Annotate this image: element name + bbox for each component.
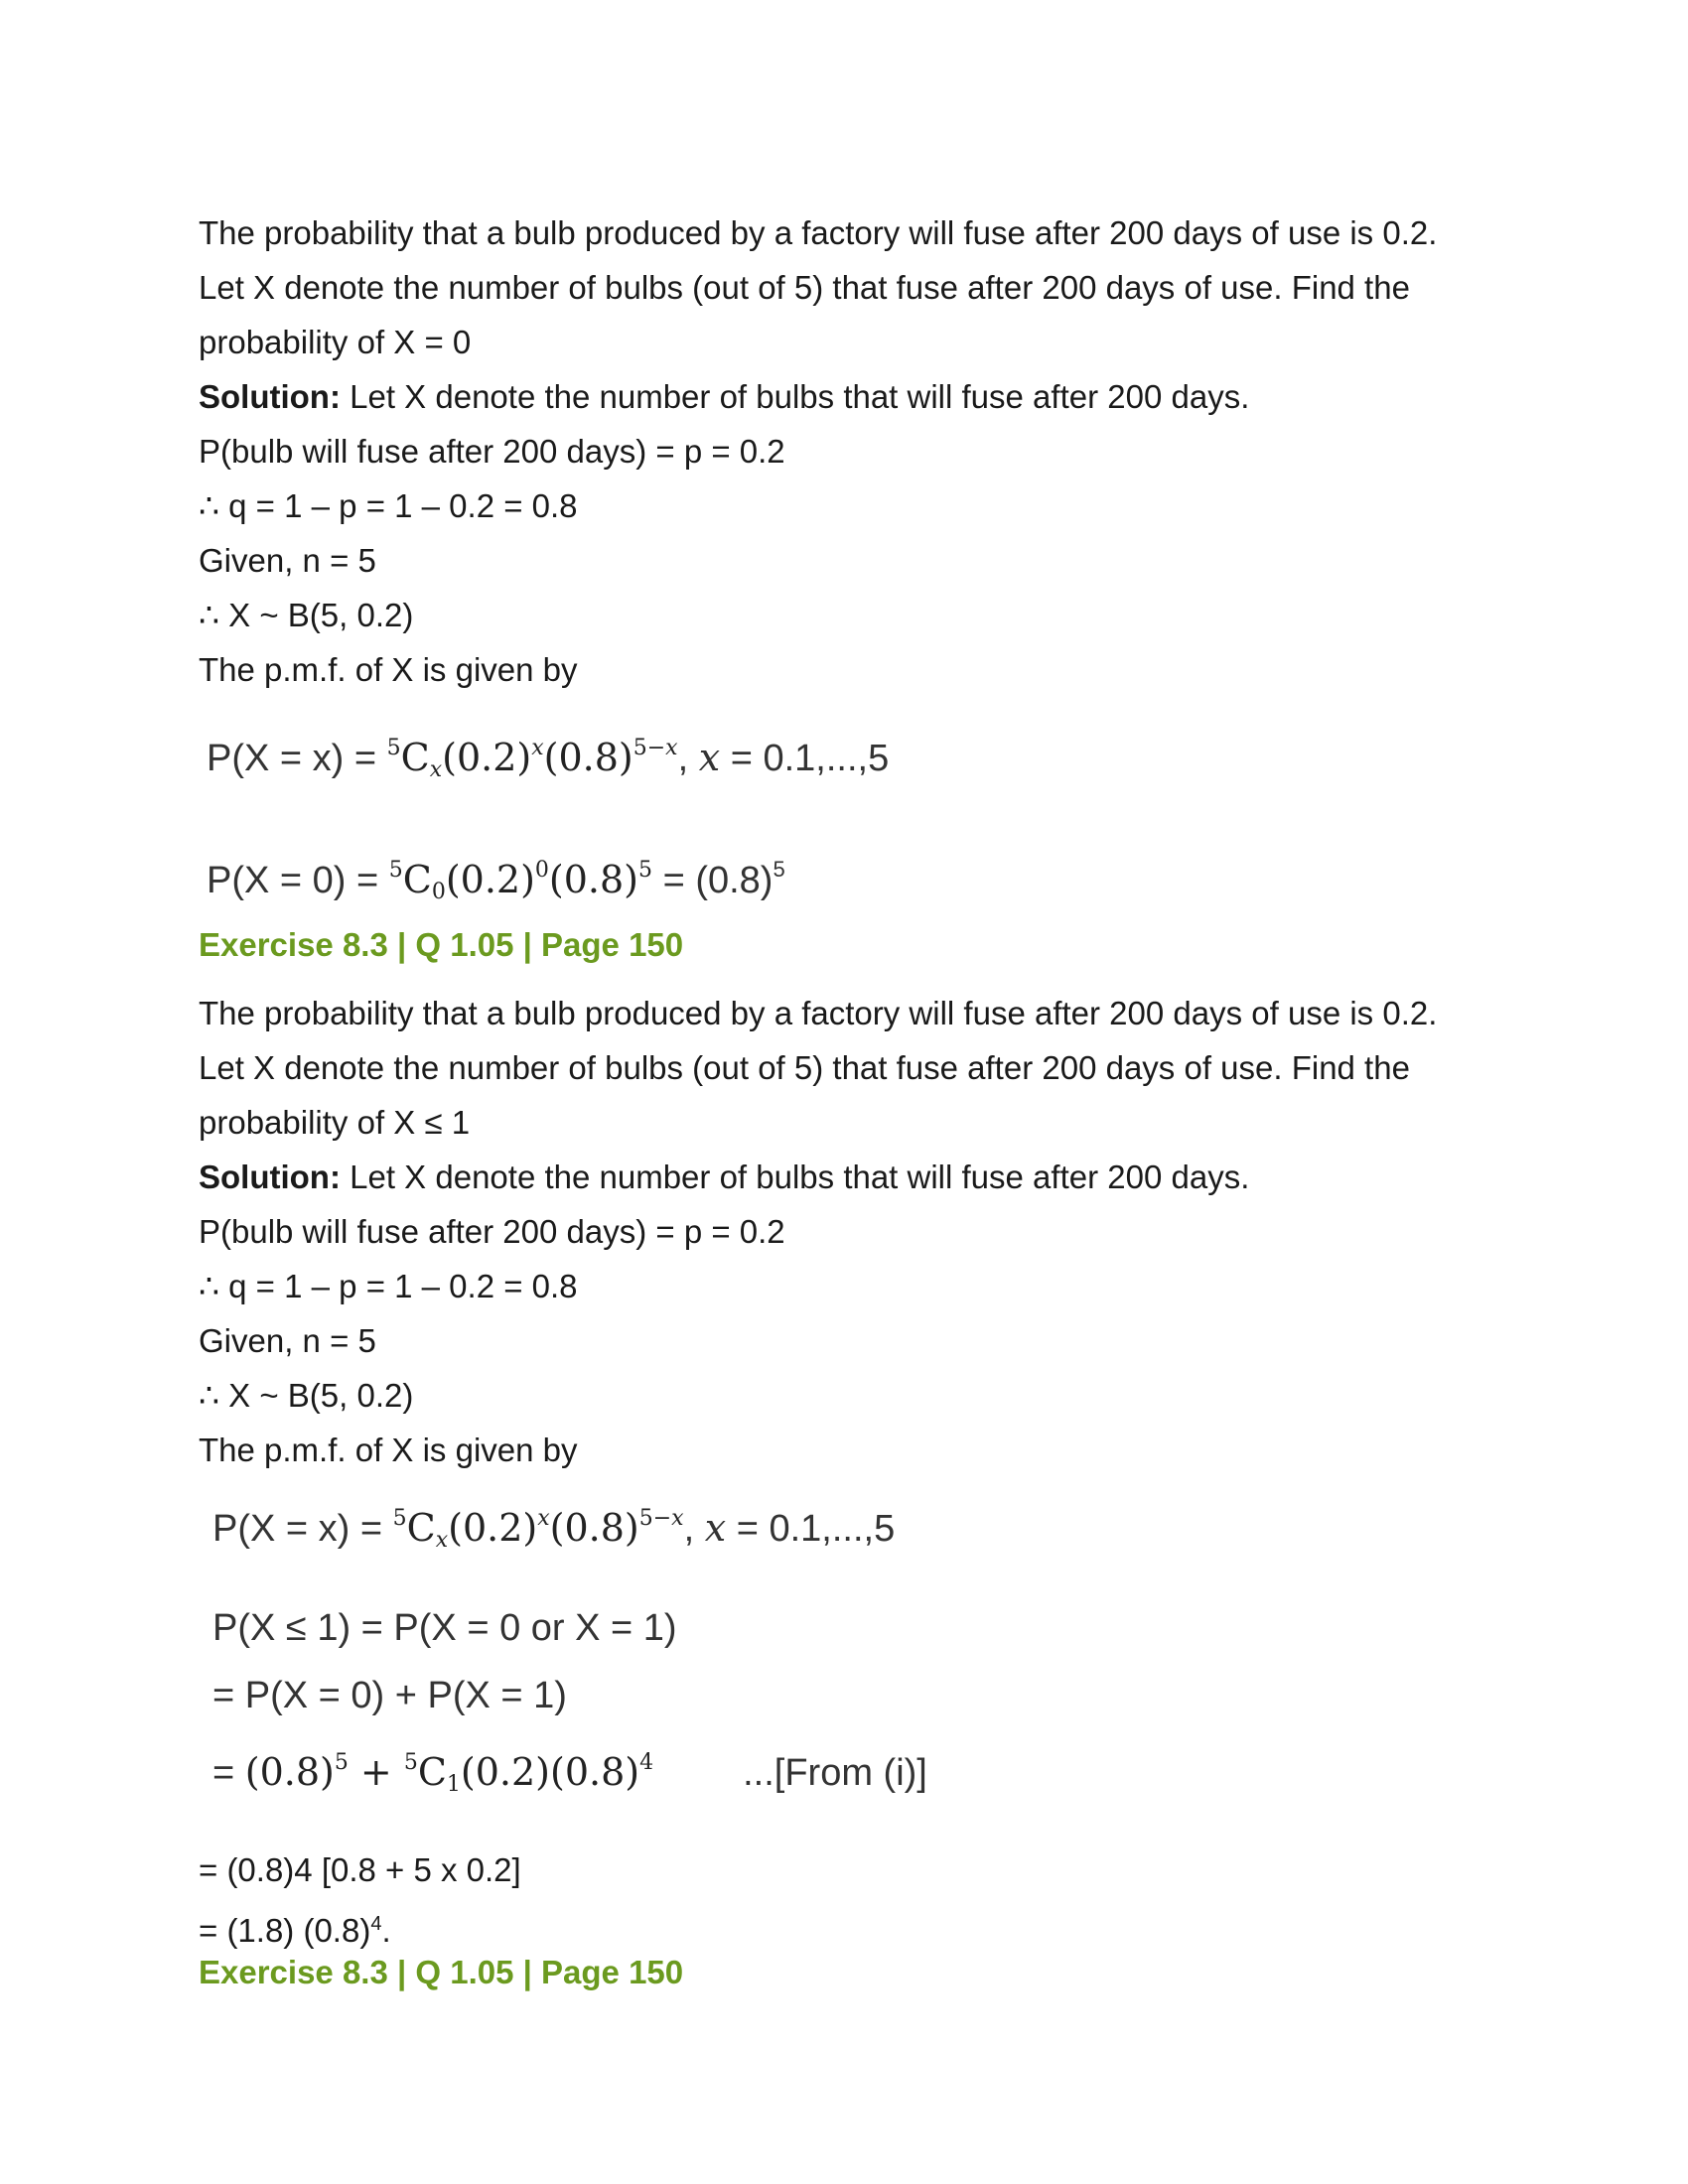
solution-text: Let X denote the number of bulbs that will fuse after 200 days.	[340, 378, 1250, 415]
step-line: P(bulb will fuse after 200 days) = p = 0.2	[199, 1213, 785, 1250]
step-line: P(bulb will fuse after 200 days) = p = 0.2	[199, 433, 785, 470]
pmf-sep: ,	[683, 1508, 705, 1550]
question-line: probability of X = 0	[199, 324, 472, 360]
question-block-2	[199, 986, 1519, 1952]
step-line: ∴ q = 1 – p = 1 – 0.2 = 0.8	[199, 487, 578, 524]
question-line: Let X denote the number of bulbs (out of 5) that fuse after 200 days of use. Find the	[199, 1049, 1410, 1086]
step-line: Given, n = 5	[199, 542, 376, 579]
exercise-heading-1: Exercise 8.3 | Q 1.05 | Page 150	[199, 926, 684, 963]
step-line: ∴ X ~ B(5, 0.2)	[199, 597, 414, 633]
question-line: Let X denote the number of bulbs (out of 5) that fuse after 200 days of use. Find the	[199, 269, 1410, 306]
final-line-2-end: .	[381, 1912, 391, 1949]
solution-label: Solution:	[199, 1159, 341, 1195]
final-line-1: = (0.8)4 [0.8 + 5 x 0.2]	[199, 1851, 521, 1888]
question-line: The probability that a bulb produced by a factory will fuse after 200 days of use is 0.2.	[199, 214, 1438, 251]
solution-text: Let X denote the number of bulbs that will fuse after 200 days.	[340, 1159, 1250, 1195]
pmf-lhs: P(X = x) =	[212, 1508, 393, 1550]
pmf-lhs: P(X = x) =	[207, 738, 387, 779]
solution-label: Solution:	[199, 378, 341, 415]
question-line: The probability that a bulb produced by a factory will fuse after 200 days of use is 0.2.	[199, 995, 1438, 1031]
question-block-1	[199, 205, 1519, 922]
work-line-2: = P(X = 0) + P(X = 1)	[212, 1675, 567, 1716]
work-line-1: P(X ≤ 1) = P(X = 0 or X = 1)	[212, 1607, 677, 1649]
step-line: Given, n = 5	[199, 1322, 376, 1359]
solution-intro	[199, 369, 1519, 424]
exercise-heading-2: Exercise 8.3 | Q 1.05 | Page 150	[199, 1954, 684, 1990]
work-line-3-prefix: =	[212, 1752, 245, 1794]
pmf-formula: $P(X = x) = ^5C_x(0.2)^x(0.8)^{5-x}$, x = 0.1,...,5	[212, 1506, 896, 1553]
work-line-3: = $(0.8)^5 + ^5C_1(0.2)(0.8)^4$ ...[From (i)]	[212, 1750, 927, 1797]
step-line: The p.m.f. of X is given by	[199, 1432, 578, 1468]
pmf-range: = 0.1,...,5	[726, 1508, 896, 1550]
result-rhs: = (0.8)	[652, 860, 774, 901]
from-reference: ...[From (i)]	[743, 1752, 927, 1794]
step-line: The p.m.f. of X is given by	[199, 651, 578, 688]
pmf-formula: $P(X = x) = ^5C_x(0.2)^x(0.8)^{5-x}$, x = 0.1,...,5	[207, 736, 890, 782]
result-formula: $P(X = 0) = ^5C_0(0.2)^0(0.8)^5 = (0.8)^5$	[207, 857, 785, 904]
question-line: probability of X ≤ 1	[199, 1104, 471, 1141]
pmf-range: = 0.1,...,5	[720, 738, 890, 779]
result-lhs: P(X = 0) =	[207, 860, 389, 901]
step-line: ∴ X ~ B(5, 0.2)	[199, 1377, 414, 1414]
pmf-sep: ,	[677, 738, 699, 779]
final-line-2-main: = (1.8) (0.8)	[199, 1912, 371, 1949]
final-line-2-exponent: 4	[370, 1913, 382, 1935]
solution-intro	[199, 1150, 1519, 1204]
step-line: ∴ q = 1 – p = 1 – 0.2 = 0.8	[199, 1268, 578, 1304]
